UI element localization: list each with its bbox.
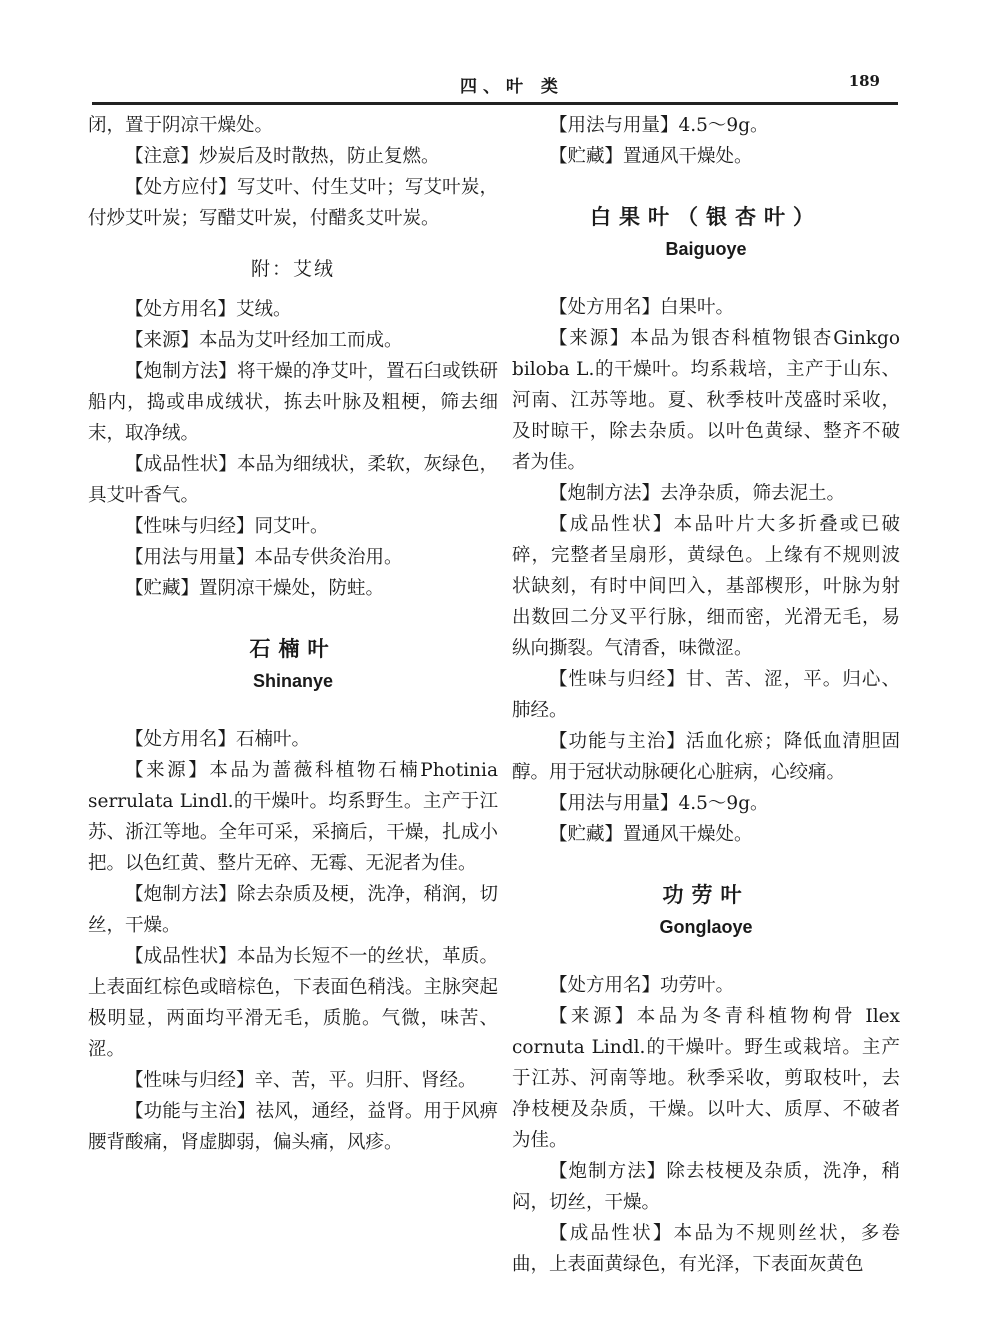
- section-title-cn: 石楠叶: [249, 636, 337, 661]
- paragraph: 闭，置于阴凉干燥处。: [88, 115, 274, 136]
- paragraph: 【用法与用量】本品专供灸治用。: [125, 547, 403, 568]
- section-title-cn: 功劳叶: [662, 882, 750, 907]
- paragraph: 【功能与主治】活血化瘀；降低血清胆固醇。用于冠状动脉硬化心脏病，心绞痛。: [512, 731, 900, 783]
- paragraph: 【贮藏】置通风干燥处。: [549, 146, 753, 167]
- paragraph: 【来源】本品为蔷薇科植物石楠Photinia serrulata Lindl.的干燥叶。均系野生。主产于江苏、浙江等地。全年可采，采摘后，干燥，扎成小把。以色红黄、整片无碎、无霉、无泥者为佳。: [88, 760, 498, 874]
- paragraph: 【炮制方法】将干燥的净艾叶，置石臼或铁研船内，捣或串成绒状，拣去叶脉及粗梗，筛去细末，取净绒。: [88, 361, 498, 444]
- appendix-title: 附：艾绒: [250, 258, 335, 280]
- paragraph: 【处方用名】石楠叶。: [125, 729, 311, 750]
- paragraph: 【成品性状】本品叶片大多折叠或已破碎，完整者呈扇形，黄绿色。上缘有不规则波状缺刻，有时中间凹入，基部楔形，叶脉为射出数回二分叉平行脉，细而密，光滑无毛，易纵向撕裂。气清香，味微涩。: [512, 514, 900, 659]
- paragraph: 【功能与主治】祛风，通经，益肾。用于风痹腰背酸痛，肾虚脚弱，偏头痛，风疹。: [88, 1101, 498, 1153]
- paragraph: 【贮藏】置阴凉干燥处，防蛀。: [125, 578, 385, 599]
- paragraph: 【用法与用量】4.5～9g。: [549, 115, 769, 136]
- paragraph: 【贮藏】置通风干燥处。: [549, 824, 753, 845]
- paragraph: 【炮制方法】除去杂质及梗，洗净，稍润，切丝，干燥。: [88, 884, 498, 936]
- section-title-en: Gonglaoye: [659, 917, 753, 937]
- paragraph: 【用法与用量】4.5～9g。: [549, 793, 769, 814]
- paragraph: 【处方用名】功劳叶。: [549, 975, 735, 996]
- header-rule: [92, 102, 898, 105]
- paragraph: 【处方用名】艾绒。: [125, 299, 292, 320]
- page-number: 189: [848, 72, 880, 90]
- paragraph: 【成品性状】本品为细绒状，柔软，灰绿色，具艾叶香气。: [88, 454, 498, 506]
- paragraph: 【处方用名】白果叶。: [549, 297, 735, 318]
- paragraph: 【性味与归经】同艾叶。: [125, 516, 329, 537]
- paragraph: 【来源】本品为艾叶经加工而成。: [125, 330, 403, 351]
- section-title-en: Baiguoye: [665, 239, 747, 259]
- paragraph: 【来源】本品为银杏科植物银杏Ginkgo biloba L.的干燥叶。均系栽培，主产于山东、河南、江苏等地。夏、秋季枝叶茂盛时采收，及时晾干，除去杂质。以叶色黄绿、整齐不破者为佳。: [512, 328, 900, 473]
- paragraph: 【注意】炒炭后及时散热，防止复燃。: [125, 146, 440, 167]
- section-title-en: Shinanye: [252, 671, 334, 691]
- section-title-cn: 白果叶（银杏叶）: [590, 204, 822, 229]
- paragraph: 【来源】本品为冬青科植物枸骨 Ilex cornuta Lindl.的干燥叶。野生或栽培。主产于江苏、河南等地。秋季采收，剪取枝叶，去净枝梗及杂质，干燥。以叶大、质厚、不破者为佳。: [512, 1006, 900, 1151]
- paragraph: 【性味与归经】甘、苦、涩，平。归心、肺经。: [512, 669, 900, 721]
- paragraph: 【炮制方法】除去枝梗及杂质，洗净，稍闷，切丝，干燥。: [512, 1161, 900, 1213]
- paragraph: 【性味与归经】辛、苦，平。归肝、肾经。: [125, 1070, 477, 1091]
- paragraph: 【成品性状】本品为长短不一的丝状，革质。上表面红棕色或暗棕色，下表面色稍浅。主脉突起极明显，两面均平滑无毛，质脆。气微，味苦、涩。: [88, 946, 498, 1060]
- left-column: [88, 110, 498, 1158]
- chapter-title: 四、叶 类: [460, 77, 564, 97]
- paragraph: 【炮制方法】去净杂质，筛去泥土。: [549, 483, 846, 504]
- running-header: [90, 72, 900, 98]
- right-column: [512, 110, 900, 1280]
- paragraph: 【成品性状】本品为不规则丝状，多卷曲，上表面黄绿色，有光泽，下表面灰黄色: [512, 1223, 900, 1275]
- paragraph: 【处方应付】写艾叶、付生艾叶；写艾叶炭，付炒艾叶炭；写醋艾叶炭，付醋炙艾叶炭。: [88, 177, 498, 229]
